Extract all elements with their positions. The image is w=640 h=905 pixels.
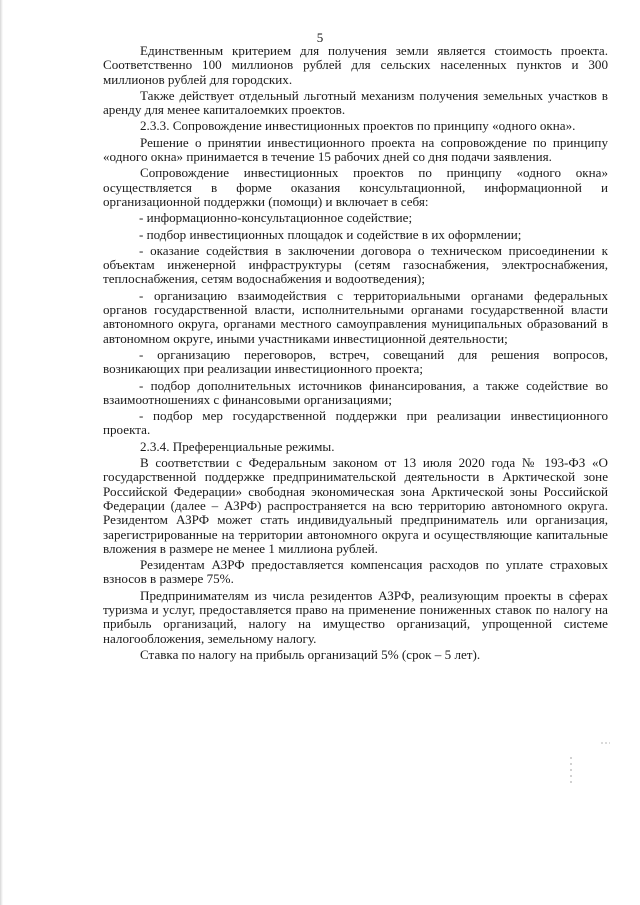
paragraph: Решение о принятии инвестиционного проекта на сопровождение по принципу «одного окна» принимается в течение 15 рабочих дней со дня подачи заявления. xyxy=(103,134,608,165)
paragraph: Ставка по налогу на прибыль организаций 5% (срок – 5 лет). xyxy=(140,646,481,662)
scan-edge-shadow xyxy=(0,0,3,905)
list-item: - подбор дополнительных источников финансирования, а также содействие во взаимоотношениях с финансовыми организациями; xyxy=(103,377,608,407)
document-body xyxy=(103,44,608,664)
section-heading: 2.3.4. Преференциальные режимы. xyxy=(140,438,335,454)
paragraph: Предпринимателям из числа резидентов АЗРФ, реализующим проекты в сферах туризма и услуг, предоставляется право на применение пониженных ставок по налогу на прибыль организаций, налогу на имущество организаций, упрощенной системе налогообложения, земельному налогу. xyxy=(103,587,608,646)
list-item: - организацию взаимодействия с территориальными органами федеральных органов государственной власти, исполнительными органами государственной власти автономного округа, органами местного самоуправления муниципальных образований в автономном округе, иными участниками инвестиционной деятельности; xyxy=(103,287,608,346)
paragraph: Также действует отдельный льготный механизм получения земельных участков в аренду для менее капиталоемких проектов. xyxy=(103,87,608,118)
paragraph: Резидентам АЗРФ предоставляется компенсация расходов по уплате страховых взносов в размере 75%. xyxy=(103,557,608,587)
list-item: - подбор инвестиционных площадок и содействие в их оформлении; xyxy=(139,226,522,242)
section-heading: 2.3.3. Сопровождение инвестиционных проектов по принципу «одного окна». xyxy=(140,118,576,134)
scan-noise xyxy=(600,740,610,746)
paragraph: В соответствии с Федеральным законом от 13 июля 2020 года № 193-ФЗ «О государственной поддержке предпринимательской деятельности в Арктической зоне Российской Федерации» свободная экономическая зона Арктической зоны Российской Федерации (далее – АЗРФ) распространяется на всю территорию автономного округа. Резидентом АЗРФ может стать индивидуальный предприниматель или организация, зарегистрированные на территории автономного округа и осуществляющие капитальные вложения в размере не менее 1 миллиона рублей. xyxy=(103,455,608,556)
paragraph: Сопровождение инвестиционных проектов по принципу «одного окна» осуществляется в форме оказания консультационной, информационной и организационной поддержки (помощи) и включает в себя: xyxy=(103,165,608,209)
list-item: - информационно-консультационное содействие; xyxy=(139,210,413,226)
list-item: - оказание содействия в заключении договора о техническом присоединении к объектам инженерной инфраструктуры (сетям газоснабжения, электроснабжения, теплоснабжения, сетям водоснабжения и водоотведения); xyxy=(103,242,608,287)
list-item: - организацию переговоров, встреч, совещаний для решения вопросов, возникающих при реализации инвестиционного проекта; xyxy=(103,346,608,377)
paragraph: Единственным критерием для получения земли является стоимость проекта. Соответственно 100 миллионов рублей для сельских населенных пунктов и 300 миллионов рублей для городских. xyxy=(103,43,608,87)
list-item: - подбор мер государственной поддержки при реализации инвестиционного проекта. xyxy=(103,408,608,438)
page-number: 5 xyxy=(316,30,324,45)
scan-noise xyxy=(569,755,573,787)
